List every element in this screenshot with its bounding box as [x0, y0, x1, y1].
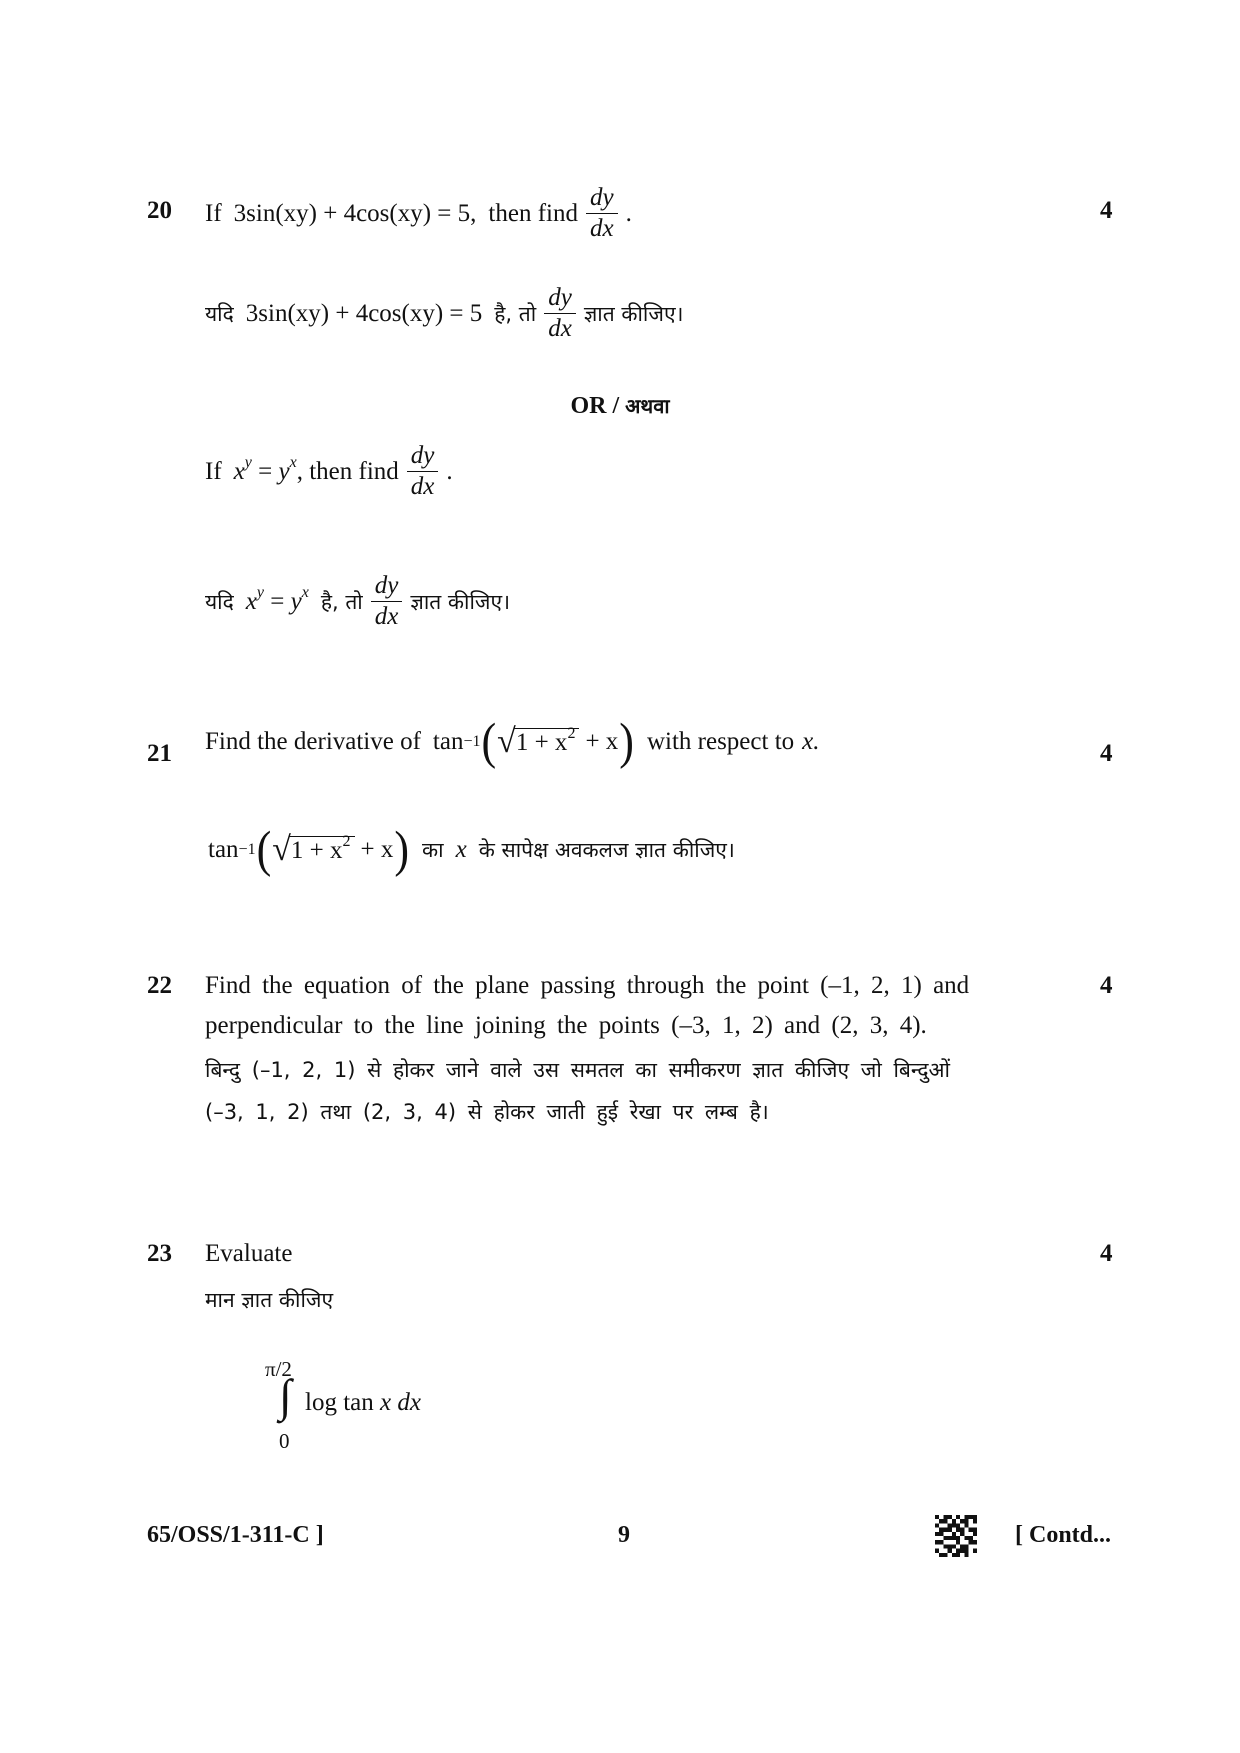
definite-integral	[265, 1357, 465, 1457]
question-text-en-line-2: perpendicular to the line joining the points (–3, 1, 2) and (2, 3, 4).	[205, 1012, 927, 1039]
expression: tan −1 ( √ $1 + x^2$ + x )	[208, 821, 410, 878]
equation: 3sin(xy) + 4cos(xy) = 5,	[233, 199, 477, 227]
continued-marker: [ Contd...	[1015, 1522, 1112, 1548]
lower-limit: 0	[279, 1429, 290, 1453]
qr-code-icon	[935, 1515, 977, 1557]
question-marks: 4	[1100, 1240, 1113, 1267]
alt-question-text-hi: यदि $x^y = y^x$ है, तो $\frac{dy}{dx}$ ज्ञात कीजिए।	[205, 572, 511, 631]
fraction-dy-dx: $\frac{dy}{dx}$	[586, 185, 618, 243]
page-number: 9	[618, 1522, 630, 1548]
question-marks: 4	[1100, 972, 1113, 999]
question-text-en: Find the derivative of tan −1 ( √ $1 + x^2$ + x ) with respect to x.	[205, 713, 820, 770]
integral-sign: ∫	[279, 1370, 292, 1421]
question-number: 21	[147, 740, 172, 767]
question-marks: 4	[1100, 197, 1113, 224]
question-text-hi-line-1: बिन्दु (–1, 2, 1) से होकर जाने वाले उस समतल का समीकरण ज्ञात कीजिए जो बिन्दुओं	[205, 1058, 950, 1082]
upper-limit: π/2	[265, 1357, 292, 1381]
expression: tan −1 ( √ $1 + x^2$ + x )	[432, 713, 634, 770]
question-text-en: Evaluate	[205, 1240, 293, 1267]
question-text-en: If 3sin(xy) + 4cos(xy) = 5, then find $\frac{dy}{dx}$ .	[205, 184, 632, 243]
equation-alt: $x^y = y^x$	[233, 453, 297, 485]
alt-question-text-en: If $x^y = y^x$ , then find $\frac{dy}{dx}$ .	[205, 442, 453, 501]
question-text-hi: tan −1 ( √ $1 + x^2$ + x ) का x के सापेक्ष अवकलज ज्ञात कीजिए।	[208, 821, 735, 878]
fraction-dy-dx: $\frac{dy}{dx}$	[407, 443, 439, 501]
fraction-dy-dx: $\frac{dy}{dx}$	[371, 573, 403, 631]
question-number: 20	[147, 197, 172, 224]
question-text-hi: मान ज्ञात कीजिए	[205, 1288, 334, 1312]
paper-code: 65/OSS/1-311-C ]	[147, 1522, 324, 1548]
integrand: log tan x dx	[305, 1389, 421, 1416]
question-marks: 4	[1100, 740, 1113, 767]
question-text-hi: यदि 3sin(xy) + 4cos(xy) = 5 है, तो $\frac{dy}{dx}$ ज्ञात कीजिए।	[205, 284, 684, 343]
question-number: 23	[147, 1240, 172, 1267]
or-divider: OR / अथवा	[570, 393, 670, 419]
fraction-dy-dx: $\frac{dy}{dx}$	[544, 285, 576, 343]
question-number: 22	[147, 972, 172, 999]
question-text-hi-line-2: (–3, 1, 2) तथा (2, 3, 4) से होकर जाती हुई रेखा पर लम्ब है।	[205, 1100, 769, 1124]
question-text-en-line-1: Find the equation of the plane passing through the point (–1, 2, 1) and	[205, 972, 970, 999]
